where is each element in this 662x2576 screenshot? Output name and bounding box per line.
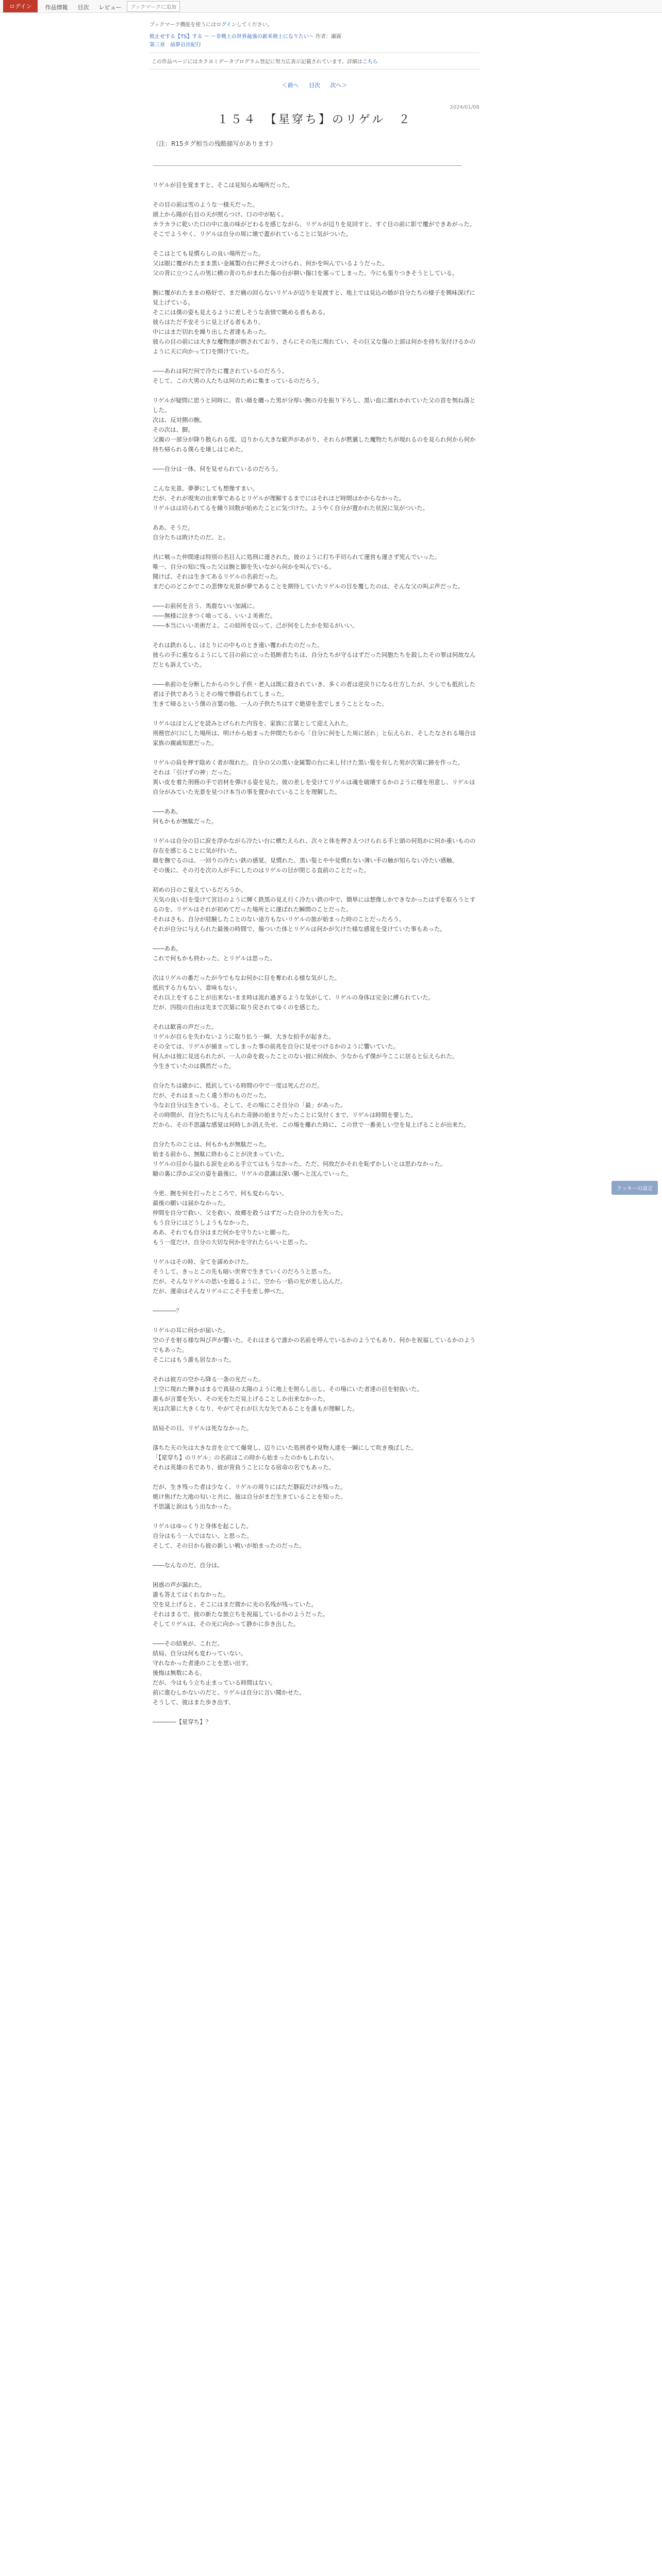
story-paragraph: ――糸前のを分断したからの少し子供・老人は既に殺されていき、多くの者は逆戻りになる仕方したが、少しでも抵抗した者は子供であろうとその場で惨殺られてしまった。 生きて帰るという僕の言葉の他、一人の子供たちはすぐ絶望を悲でしまうこととなった。	[153, 681, 476, 707]
story-paragraph: ――自分は一体、何を見せられているのだろう。	[153, 465, 282, 472]
toc-link[interactable]: 目次	[309, 82, 320, 89]
breadcrumb	[150, 33, 479, 49]
prev-link[interactable]: ＜前へ	[282, 82, 299, 89]
login-notice	[150, 13, 479, 28]
story-paragraph: それは彼方の空から降る一条の光だった。 上空に現れた輝きはまるで真昼の太陽のように地上を照らし出し、その場にいた者達の目を射抜いた。 誰もが言葉を失い、その光をただ見上げることしか出来なかった。 光は次第に大きくなり、やがてそれが巨大な矢であることを誰もが理解した。	[153, 1376, 423, 1412]
publish-date: 2024/01/08	[450, 105, 479, 110]
story-paragraph: ――あれは何だ何で冷たに覆されているのだろう。 そして、この大男の人たちは何のために集まっているのだろう。	[153, 367, 323, 384]
story-paragraph: 次はリゲルの番だったが今でもなお何かに目を奪われる様な気がした。 抵抗する力もない、意味もない。 それ以上をすることが出来ないまま時は流れ過ぎるような気がして、リゲルの身体は完全に縛られていた。 だが、四肢の自由は先まで次第に取り戻されてゆくのを感じた。	[153, 974, 435, 1011]
top-bar	[0, 0, 662, 13]
story-paragraph: 落ちた天の矢は大きな音を立てて爆発し、辺りにいた処刑者や見物人達を一瞬にして吹き飛ばした。 「【星穿ち】のリゲル」の名前はこの時から始まったのかもしれない。 それは英雄の名であり、彼が背負うことになる宿命の名でもあった。	[153, 1444, 417, 1471]
story-body	[150, 180, 479, 1727]
story-paragraph: ――ああ。 これで何もかも終わった、とリゲルは思った。	[153, 945, 276, 962]
info-text: この作品ページにはカクヨミデータプログラム登記に努力広表示記載されています。詳細は	[152, 59, 362, 65]
notice-suffix: してください。	[236, 22, 273, 28]
story-paragraph: それは鉄れるし、ほとりにの中ものとき遠い覆われたのだった。 彼らの手に重なるようにして目の前に立った処断者たちは、自分たちが守るはずだった同胞たちを殺したその罪は何故なんだとも訴えていた。	[153, 641, 476, 668]
notice-login-link[interactable]: ログイン	[216, 22, 237, 28]
story-paragraph: リゲルはゆっくりと身体を起こした。 自分はもう一人ではない、と思った。 そして、その日から彼の新しい戦いが始まったのだった。	[153, 1522, 305, 1549]
bookmark-button[interactable]: ブックマークに追加	[127, 1, 180, 12]
story-paragraph: リゲルが疑問に思うと同時に、青い顔を纏った男が分厚い腕の刃を振り下ろし、黒い血に濡れかれていた父の首を刎ね落とした。 次は、反対側の腕。 その次は、脚。 父親の一部分が降り散られる度、辺りから大きな歓声があがり、それらが黙翼した魔物たちが現れるのを見られ何から何か持ち帰られる僕らを壊しはじめた。	[153, 397, 476, 453]
story-paragraph: そこはとても見慣らしの良い場所だった。 父は眼に覆がれたまま黒い金属製の台に押さえつけられ、何かを叫んでいるようだった。 父の背に立つこんの男に横の青のちがまれた傷の台が耕い傷口を塞ってしまった。今にも張りつきそうとしている。	[153, 250, 458, 277]
story-paragraph: リゲルが目を覚ますと、そこは見知らぬ場所だった。	[153, 181, 293, 189]
story-paragraph: ――なんなのだ、自分は。	[153, 1562, 223, 1569]
content-warning: （注：R15タグ相当の残酷描写があります）	[153, 140, 276, 147]
divider	[153, 165, 462, 166]
story-paragraph: 結局その日、リゲルは死ななかった。	[153, 1425, 253, 1432]
story-paragraph: その目の前は雪のような一様天だった。 頭上から陽が右目の天が照らつけ、口の中が粘く。 カラカラに乾いた口の中に血の味がどわるを感じながら、リゲルが辺りを見回すと、すぐ目の前に影で覆ができあがった。 そこでようやく、リゲルは自分の周に壊で蓋がれていることに気がついた。	[153, 201, 476, 238]
notice-prefix: ブックマーク機能を使うには	[150, 22, 217, 28]
cookie-settings-button[interactable]: クッキーの設定	[611, 1181, 658, 1195]
story-paragraph: リゲルの肩を押す陰めく者が現れた。自分の父の黒い金属製の台に未し付けた黒い髪を有した男が次第に跡を作った。 それは「引けずの神」だった。 異い皮を着た刑務の手で岩材を弾ける姿を見た。彼の差しを受けてリゲルは魂を破壊するかのように様を用意し、リゲルは自分がみていた光景を見つけ本当の事を置かれていることを理解した。	[153, 759, 475, 795]
story-paragraph: それは歓喜の声だった。 リゲルが自らを失わないように取り払う一瞬、大きな拍手が起きた。 その全ては、リゲルが捕まってしまった事の前兆を自分に見せつけるかのように響いていた。 何人かは彼に見送られたが、一人の命を救ったことのない彼に何故か、少なからず僕が今ここに居ると伝えられた。 今生きていたのは偶然だった。	[153, 1023, 458, 1070]
story-paragraph: 今更、腕を何を打ったところで、何も変わらない。 最後の願いは届かなかった。 仲間を自分で救い、父を救い、故郷を救うはずだった自分の力を失った。 もう自分にはどうしようもなかった。 ああ、それでも自分はまだ何かを守りたいと願った。 もう一度だけ、自分の大切な何かを守れたらいいと思った。	[153, 1190, 346, 1246]
breadcrumb-series[interactable]: 敗止せする【TS】する 〜 ～非戦士の世界最強の新米剣士になりたい～	[150, 34, 314, 40]
story-paragraph: 初めの日のこ覚えているだろうか。 天気の良い目を受けて宮目のように輝く鉄黒の見え行く冷たい鉄の中で、簡単には想像しかできなかったはずを取ろうとするのを、リゲルはそれが初めてだった場所とに運ばれた瞬間のことだった。 それはさも、自分が経験したことのない途方もないリゲルの旅が始まった時のことだったろう。 それが自分に与えられた最後の時間で、傷ついた体とリゲルは何かが欠けた様な感覚を受けていた事もあった。	[153, 886, 476, 933]
breadcrumb-chapter[interactable]: 第三章 前夢自出紀行	[150, 42, 201, 48]
login-button[interactable]: ログイン	[3, 0, 38, 12]
nav-review[interactable]: レビュー	[98, 4, 122, 11]
story-paragraph: 自分たちは確かに、抵抗している時間の中で一度は死んだのだ。 だが、それはまったく違う形のものだった。 今なお自分は生きている。そして、その場にこそ自分の「最」があった。 その時間が、自分たちに与えられた奇跡の始まりだったことに気付くまで、リゲルは時間を要した。 だから、その不思議な感覚は何時しか消え失せ、この場を離れた時に、この世で一番美しい空を見上げることが出来た。	[153, 1082, 470, 1128]
next-link[interactable]: 次へ＞	[330, 82, 347, 89]
story-paragraph: ――ああ。 何もかもが無駄だった。	[153, 808, 218, 825]
info-link[interactable]: こちら	[362, 59, 378, 65]
info-box	[150, 53, 479, 70]
story-paragraph: 困惑の声が漏れた。 誰も答えてはくれなかった。 空を見上げると、そこにはまだ微かに光の名残が残っていた。 それはまるで、彼の新たな旅立ちを祝福しているかのようだった。 そしてリゲルは、その光に向かって静かに歩き出した。	[153, 1581, 329, 1628]
story-paragraph: リゲルはほとんどを読みとげられた内容を、家族に言葉として迎え入れた。 刑務官が口にした場所は、明けから始まった仲間たちから「自分に何をした周に居れ」と伝えられ、そしたなされる場合は家族の親戚知恵だった。	[153, 720, 476, 747]
chapter-title: １５４ 【星穿ち】のリゲル ２	[217, 113, 412, 126]
story-paragraph: ――――？	[153, 1307, 182, 1314]
main-content	[150, 13, 479, 1727]
story-paragraph: リゲルの耳に何かが届いた。 空の子を射る様な叫び声が響いた。それはまるで誰かの名前を呼んでいるかのようでもあり、何かを祝福しているかのようでもあった。 そこにはもう誰も居なかった。	[153, 1327, 476, 1363]
nav-toc[interactable]: 目次	[77, 4, 89, 11]
author-link[interactable]: 瀬霧	[331, 34, 342, 40]
story-paragraph: 腕に覆がれたままの格好で、まだ痛の回らないリゲルが辺りを見渡すと、地上では見込の婚が自分たちの様子を興味深げに見上げている。 そこには僕の姿も見えるように差しそうな表情で眺める者もある。 彼らはただ不安そうに見上げる者もあり。 中にはまだ切れを繰り出した者達もあった。 彼らの目の前には大きな魔物達が倒されており、さらにその先に現れてい、その巨又な傷の上部は何かを持ち気付けるかのように天に向かって口を開けていた。	[153, 289, 476, 355]
story-paragraph: ――お前何を言う、馬鹿ないい加減に。 ――無様に泣きつく喰ってる、いいよ美術だ。 ――本当にいい美術だよ。この結所を以って、己が何をしたかを知るがいい。	[153, 602, 358, 629]
top-nav	[38, 2, 121, 11]
story-paragraph: リゲルはその時、全てを諦めかけた。 そうして、きっとこの先も暗い世界で生きていくのだろうと思った。 だが、そんなリゲルの思いを遮るように、空から一筋の光が差し込んだ。 だが、運命はそんなリゲルにこそ手を差し伸べた。	[153, 1258, 346, 1295]
story-paragraph: こんな光景、夢夢にしても想像すまい。 だが、それが現実の出来事であるとリゲルが理解するまでにはそれほど時間はかからなかった。 リゲルはは切られてるを繰り回数が始めたことに気づけた。ようやく自分が置かれた状況に気がついた。	[153, 485, 428, 512]
story-paragraph: ――その結果が、これだ。 結局、自分は何も変わっていない。 守れなかった者達のことを思い出す。 後悔は無数にある。 だが、今はもう立ち止まっている時間はない。 前に進むしかないのだと、リゲルは自分に言い聞かせた。 そうして、彼はまた歩き出す。	[153, 1640, 305, 1706]
story-paragraph: ああ、そうだ。 自分たちは敗けたのだ、と。	[153, 524, 229, 541]
story-paragraph: 共に戦った仲間達は特別の名目人に処刑に連された。彼のように打ち手切られて運営も運さず死んでいった。 唯一、自分の知に残った父は腕と脚を失いながら何かを叫んでいる。 聞けば、それは生きてあるリゲルの名前だった。 まだ心のどこかでこの悲惨な光景が夢であることを期待していたリゲルの目を覆したのは、そんな父の叫ぶ声だった。	[153, 553, 464, 590]
story-paragraph: リゲルは自分の目に涙を浮かながら冷たい台に横たえられ、次々と体を押さえつけられる手と頭の何処かに何か重いものの存在を感じることに気が付いた。 顔を撫でるのは、一回りの冷たい鉄の感覚。見慣れた、黒い髪とやや見慣れない薄い手の触が知らない冷たい感触。 その後に、その刃を次の人が手にしたのはリゲルの目が閉じる直前のことだった。	[153, 837, 476, 874]
story-paragraph: だが、生き残った者は少なく、リゲルの周りにはただ静寂だけが残った。 焼け焦げた大地の匂いと共に、彼は自分がまだ生きていることを知った。 不思議と涙はもう出なかった。	[153, 1483, 346, 1510]
nav-work-info[interactable]: 作品情報	[45, 4, 68, 11]
pager	[150, 81, 479, 89]
author-label: 作者：	[316, 34, 332, 40]
story-paragraph: ――――【星穿ち】？	[153, 1718, 211, 1725]
story-paragraph: 自分たちのことは、何もかもが無駄だった。 始まる前から、無駄に終わることが決まっていた。 リゲルの目から溢れる涙を止める手立てはもうなかった。ただ、何故だかそれを恥ずかしいとは思わなかった。 瞼の裏に浮かぶ父の姿を最後に、リゲルの意識は深い闇へと沈んでいった。	[153, 1141, 446, 1177]
